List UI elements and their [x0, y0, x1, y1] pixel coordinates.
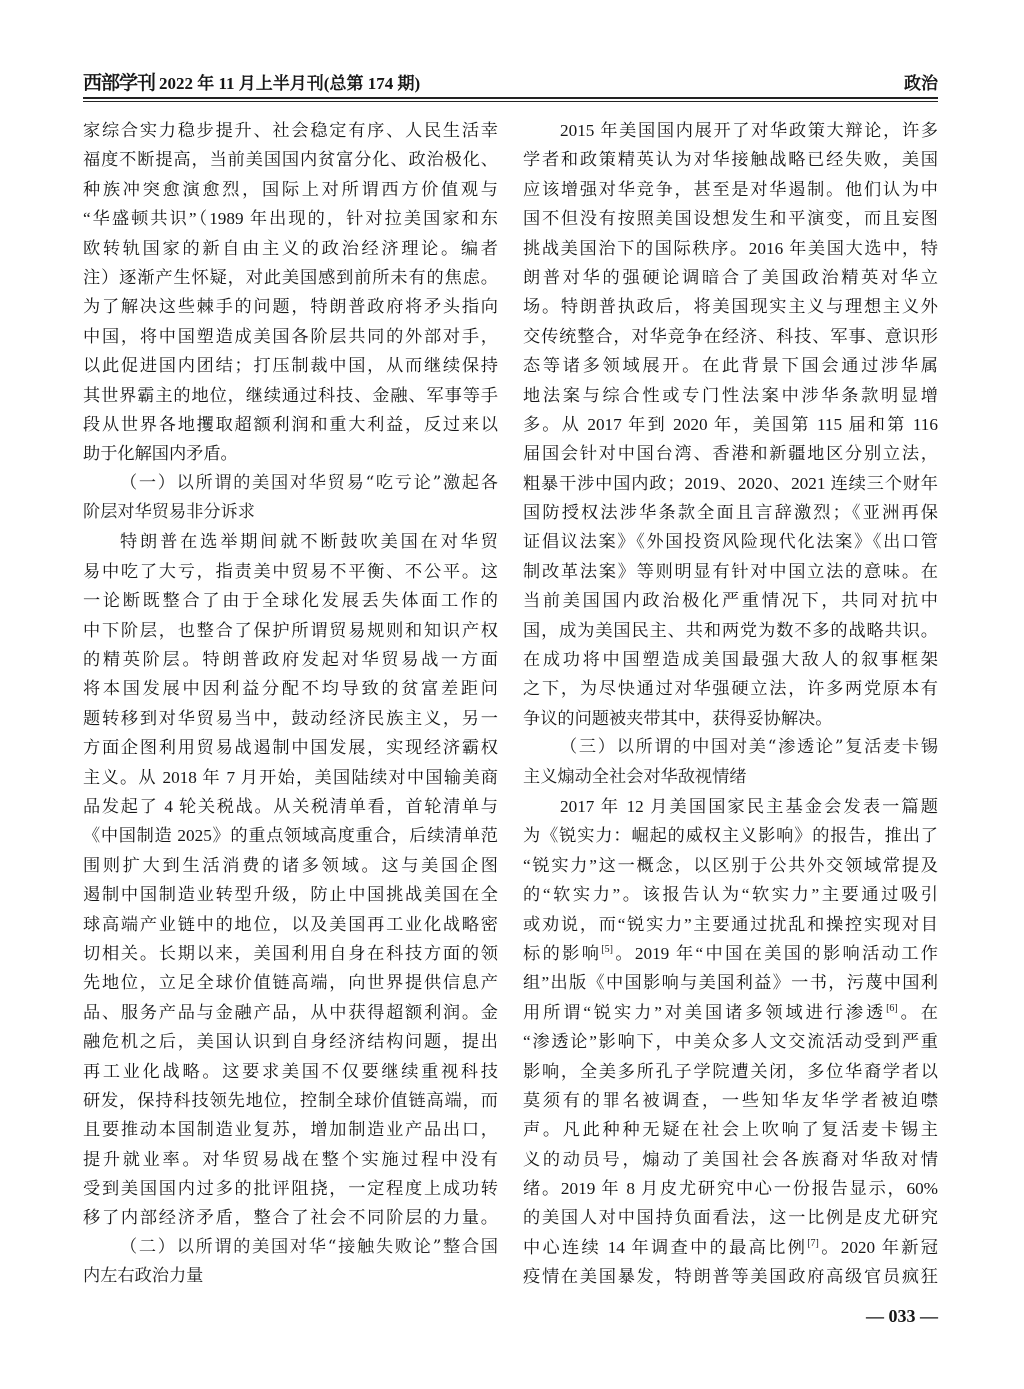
text-line: 制改革法案》等则明显有针对中国立法的意味。在	[523, 561, 938, 581]
text-line: 绪。2019 年 8 月皮尤研究中心一份报告显示，60%	[523, 1179, 938, 1199]
text-line: 疫情在美国暴发，特朗普等美国政府高级官员疯狂	[523, 1267, 938, 1287]
section-heading-line: （二）以所谓的美国对华“接触失败论”整合国	[120, 1236, 498, 1257]
text-line: 为了解决这些棘手的问题，特朗普政府将矛头指向	[83, 297, 498, 317]
text-line: 融危机之后，美国认识到自身经济结构问题，提出	[83, 1032, 498, 1052]
text-line	[523, 939, 938, 968]
text-line: 以此促进国内团结；打压制裁中国，从而继续保持	[83, 356, 498, 376]
text-segment: 。在	[897, 1002, 938, 1022]
text-segment: 中心连续 14 年调查中的最高比例	[523, 1237, 808, 1257]
text-line: 朗普对华的强硬论调暗合了美国政治精英对华立	[523, 267, 938, 287]
text-segment: 用所谓“锐实力”对美国诸多领域进行渗透	[523, 1002, 887, 1022]
text-line: 国，成为美国民主、共和两党为数不多的战略共识。	[523, 620, 938, 640]
text-line: 交传统整合，对华竞争在经济、科技、军事、意识形	[523, 326, 938, 346]
text-line: 助于化解国内矛盾。	[83, 444, 238, 464]
text-line: 特朗普在选举期间就不断鼓吹美国在对华贸	[120, 532, 498, 552]
text-line: 声。凡此种种无疑在社会上吹响了复活麦卡锡主	[523, 1120, 938, 1140]
text-line: 移了内部经济矛盾，整合了社会不同阶层的力量。	[83, 1208, 498, 1228]
text-line: 围则扩大到生活消费的诸多领域。这与美国企图	[83, 855, 498, 875]
text-line: 粗暴干涉中国内政；2019、2020、2021 连续三个财年	[523, 473, 938, 493]
section-heading	[83, 469, 498, 528]
text-line: 福度不断提高，当前美国国内贫富分化、政治极化、	[83, 150, 498, 170]
text-line: 义的动员号，煽动了美国社会各族裔对华敌对情	[523, 1149, 938, 1169]
section-heading-line: 内左右政治力量	[83, 1266, 204, 1287]
section-heading-line: （三）以所谓的中国对美“渗透论”复活麦卡锡	[560, 737, 938, 758]
text-line: 国防授权法涉华条款全面且言辞激烈；《亚洲再保	[523, 503, 938, 523]
journal-logo: 西部学刊	[83, 73, 156, 94]
text-line: 段从世界各地攫取超额利润和重大利益，反过来以	[83, 414, 498, 434]
text-line: 欧转轨国家的新自由主义的政治经济理论。编者	[83, 238, 498, 258]
text-line: 争议的问题被夹带其中，获得妥协解决。	[523, 708, 833, 728]
citation-ref: [7]	[807, 1237, 819, 1249]
text-line: 应该增强对华竞争，甚至是对华遏制。他们认为中	[523, 179, 938, 199]
text-line: “华盛顿共识”（1989 年出现的，针对拉美国家和东	[83, 209, 498, 229]
text-segment: 标的影响	[523, 943, 602, 963]
text-line: 品、服务产品与金融产品，从中获得超额利润。金	[83, 1002, 498, 1022]
section-name: 政治	[904, 74, 938, 93]
text-line: 将本国发展中因利益分配不均导致的贫富差距问	[83, 679, 498, 699]
text-line: 地法案与综合性或专门性法案中涉华条款明显增	[523, 385, 938, 405]
text-line: 题转移到对华贸易当中，鼓动经济民族主义，另一	[83, 708, 498, 728]
text-line: 场。特朗普执政后，将美国现实主义与理想主义外	[523, 297, 938, 317]
text-line	[523, 998, 938, 1027]
text-line: 主义。从 2018 年 7 月开始，美国陆续对中国输美商	[83, 767, 498, 787]
text-line: 先地位，立足全球价值链高端，向世界提供信息产	[83, 973, 498, 993]
text-line: 多。从 2017 年到 2020 年，美国第 115 届和第 116	[523, 414, 938, 434]
text-line: 挑战美国治下的国际秩序。2016 年美国大选中，特	[523, 238, 938, 258]
text-line: 易中吃了大亏，指责美中贸易不平衡、不公平。这	[83, 561, 498, 581]
text-line: 在成功将中国塑造成美国最强大敌人的叙事框架	[523, 650, 938, 670]
section-heading	[83, 1233, 498, 1292]
text-line: 国不但没有按照美国设想发生和平演变，而且妄图	[523, 209, 938, 229]
text-line: 中下阶层，也整合了保护所谓贸易规则和知识产权	[83, 620, 498, 640]
citation-ref: [6]	[886, 1002, 898, 1014]
left-column	[83, 116, 498, 1292]
citation-ref: [5]	[601, 943, 613, 955]
text-line: “渗透论”影响下，中美众多人文交流活动受到严重	[523, 1032, 938, 1052]
text-line: 当前美国国内政治极化严重情况下，共同对抗中	[523, 591, 938, 611]
text-line	[523, 1233, 938, 1262]
text-line: 一论断既整合了由于全球化发展丢失体面工作的	[83, 591, 498, 611]
text-line: 证倡议法案》《外国投资风险现代化法案》《出口管	[523, 532, 938, 552]
text-segment: 。2019 年“中国在美国的影响活动工作	[612, 943, 938, 963]
text-line: 遏制中国制造业转型升级，防止中国挑战美国在全	[83, 885, 498, 905]
text-line: 2015 年美国国内展开了对华政策大辩论，许多	[560, 121, 938, 140]
text-line: 为《锐实力：崛起的威权主义影响》的报告，推出了	[523, 826, 938, 846]
text-line: 品发起了 4 轮关税战。从关税清单看，首轮清单与	[83, 796, 498, 816]
text-line: 球高端产业链中的地位，以及美国再工业化战略密	[83, 914, 498, 934]
text-line: 届国会针对中国台湾、香港和新疆地区分别立法，	[523, 444, 938, 464]
text-line: 注）逐渐产生怀疑，对此美国感到前所未有的焦虑。	[83, 267, 498, 287]
text-line: 态等诸多领域展开。在此背景下国会通过涉华属	[523, 356, 938, 376]
text-line: 中国，将中国塑造成美国各阶层共同的外部对手，	[83, 326, 498, 346]
page-number: — 033 —	[866, 1306, 938, 1326]
text-line: 的精英阶层。特朗普政府发起对华贸易战一方面	[83, 650, 498, 670]
paragraph	[523, 116, 938, 733]
text-line: 组”出版《中国影响与美国利益》一书，污蔑中国利	[523, 973, 938, 993]
paragraph	[523, 792, 938, 1292]
section-heading-line: 阶层对华贸易非分诉求	[83, 502, 255, 523]
section-heading	[523, 733, 938, 792]
text-line: “锐实力”这一概念，以区别于公共外交领域常提及	[523, 855, 938, 875]
text-line: 受到美国国内过多的批评阻挠，一定程度上成功转	[83, 1179, 498, 1199]
text-line: 研发，保持科技领先地位，控制全球价值链高端，而	[83, 1090, 498, 1110]
text-line: 提升就业率。对华贸易战在整个实施过程中没有	[83, 1149, 498, 1169]
issue-info: 2022 年 11 月上半月刊(总第 174 期)	[159, 74, 421, 93]
text-line: 或劝说，而“锐实力”主要通过扰乱和操控实现对目	[523, 914, 938, 934]
text-line: 的美国人对中国持负面看法，这一比例是皮尤研究	[523, 1208, 938, 1228]
text-line: 影响，全美多所孔子学院遭关闭，多位华裔学者以	[523, 1061, 938, 1081]
text-line: 切相关。长期以来，美国利用自身在科技方面的领	[83, 943, 498, 963]
text-line: 其世界霸主的地位，继续通过科技、金融、军事等手	[83, 385, 498, 405]
text-line: 家综合实力稳步提升、社会稳定有序、人民生活幸	[83, 121, 498, 140]
text-line: 莫须有的罪名被调查，一些知华友华学者被迫噤	[523, 1090, 938, 1110]
text-segment: 。2020 年新冠	[818, 1237, 938, 1257]
text-line: 之下，为尽快通过对华强硬立法，许多两党原本有	[523, 679, 938, 699]
paragraph	[83, 116, 498, 469]
text-line: 2017 年 12 月美国国家民主基金会发表一篇题	[560, 796, 938, 816]
text-line: 的“软实力”。该报告认为“软实力”主要通过吸引	[523, 885, 938, 905]
section-heading-line: （一）以所谓的美国对华贸易“吃亏论”激起各	[120, 472, 498, 493]
text-line: 种族冲突愈演愈烈，国际上对所谓西方价值观与	[83, 179, 498, 199]
header-rule-thin	[83, 101, 938, 102]
text-line: 再工业化战略。这要求美国不仅要继续重视科技	[83, 1061, 498, 1081]
header-rule	[83, 97, 938, 99]
text-line: 且要推动本国制造业复苏，增加制造业产品出口，	[83, 1120, 498, 1140]
right-column	[523, 116, 938, 1292]
section-heading-line: 主义煽动全社会对华敌视情绪	[523, 766, 747, 787]
text-line: 《中国制造 2025》的重点领域高度重合，后续清单范	[83, 826, 498, 846]
paragraph	[83, 527, 498, 1232]
text-line: 方面企图利用贸易战遏制中国发展，实现经济霸权	[83, 738, 498, 758]
text-line: 学者和政策精英认为对华接触战略已经失败，美国	[523, 150, 938, 170]
running-header	[83, 72, 938, 96]
